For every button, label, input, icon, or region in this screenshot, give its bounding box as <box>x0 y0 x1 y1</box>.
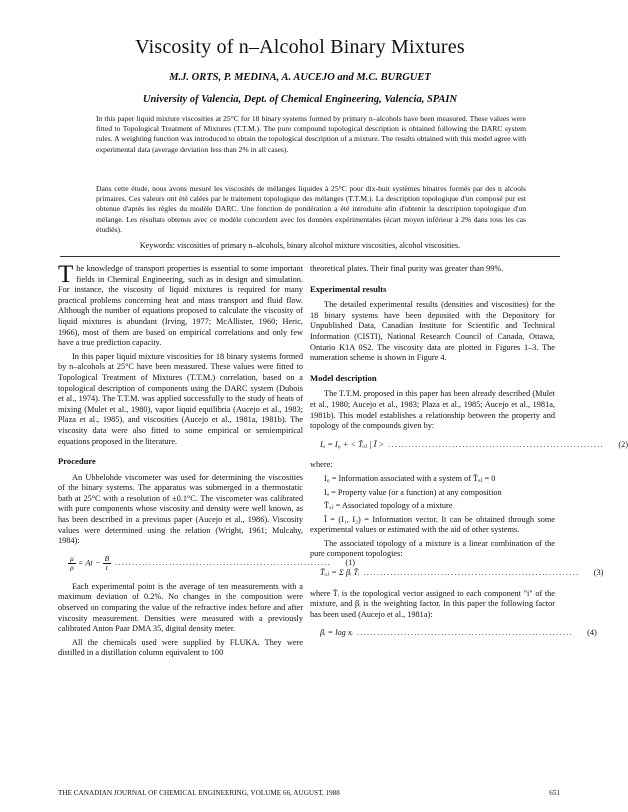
equation-4 <box>310 628 597 639</box>
equation-4-expression: βᵢ = log xᵢ <box>320 628 353 638</box>
equation-1-middle: = At − <box>77 558 101 568</box>
definition-info-vector: Ī = (I₁, I₂) = Information vector. It can be obtained through some experimental values or estimated with the aid of other systems. <box>310 514 555 535</box>
right-column <box>310 264 628 649</box>
affiliation: University of Valencia, Dept. of Chemical Engineering, Valencia, SPAIN <box>142 94 458 105</box>
model-paragraph-3: where T̄ᵢ is the topological vector assigned to each component "i" of the mixture, and βᵢ is the weighting factor. In this paper the following factor has been used (Aucejo et al., 1981a): <box>310 588 555 619</box>
equation-1-number: (1) <box>345 558 356 568</box>
equation-1-leader-dots: ................................................................ <box>115 558 332 568</box>
definition-taj: T̄ₐⱼ = Associated topology of a mixture <box>324 501 453 511</box>
section-divider <box>60 256 560 257</box>
intro-paragraph-1 <box>58 261 303 349</box>
definition-ia: Iₐ = Property value (or a function) at any composition <box>324 487 502 497</box>
equation-3-expression: T̄ₐⱼ = Σ βᵢ T̄ᵢ <box>320 568 360 578</box>
procedure-heading: Procedure <box>58 456 96 467</box>
author-list: M.J. ORTS, P. MEDINA, A. AUCEJO and M.C. BURGUET <box>169 72 431 83</box>
equation-1 <box>58 553 356 572</box>
equation-2 <box>310 439 628 451</box>
intro-text-1: he knowledge of transport properties is essential to some important fields in Chemical Engineering, such as in design and simulation. For instance, the viscosity of liquid mixtures is required for many practical problems concerning heat and mass transport and fluid flow. Although the number of equations proposed to calculate the viscosity of liquid mixtures is abundant (Irving, 1977; McAllister, 1960; Heric, 1966), most of them are based on empirical correlations and only few have a true prediction capacity. <box>58 264 303 348</box>
drop-cap: T <box>58 261 74 288</box>
equation-2-expression: Iₐ = I₀ + < T̄ₐⱼ | Ī > <box>320 439 385 449</box>
model-paragraph-1: The T.T.M. proposed in this paper has been already described (Mulet et al., 1980; Aucejo et al., 1983; Plaza et al., 1985; Aucejo et al., 1981a, 1981b). This model establishes a relationship between the property and topology of the compounds given by: <box>310 389 555 431</box>
equation-2-leader-dots: ................................................................ <box>388 439 605 449</box>
keywords: Keywords: viscosities of primary n–alcohols, binary alcohol mixture viscosities, alcohol viscosities. <box>139 241 461 250</box>
procedure-paragraph-2: Each experimental point is the average of ten measurements with a maximum deviation of 0.2%. No changes in the composition were observed on comparing the value of the refractive index before and after viscosity measurement. Densities were measured with a previously calibrated Anton Paar DMA 35, digital density meter. <box>58 581 303 634</box>
abstract-french: Dans cette étude, nous avons mesuré les viscosités de mélanges liquides à 25°C pour dix-huit systèmes binaires formés par des n alcools primaires. Ces valeurs ont été calées par le traitement topologique des mélanges (T.T.M.). La description topologique d'un composé pur est obtenue d'après les règles du modèle DARC. Une fonction de pondération a été introduite afin d'obtenir la description topologique d'un mélange. Les résultats obtenus avec ce modèle concordent avec les données expérimentales (écart moyen inférieur à 2% dans tous les cas étudiés). <box>96 184 526 234</box>
equation-1-lhs-numerator: μ <box>70 553 74 563</box>
equation-1-expression <box>58 555 111 572</box>
page-number: 651 <box>549 789 560 797</box>
continuation-paragraph: theoretical plates. Their final purity was greater than 99%. <box>310 264 504 273</box>
equation-1-rhs-fraction <box>103 555 112 572</box>
equation-4-leader-dots: ................................................................ <box>356 628 573 638</box>
results-paragraph: The detailed experimental results (densities and viscosities) for the 18 binary systems have been deposited with the Depository for Unpublished Data, Canadian Institute for Scientific and Technical Information (CISTI), National Research Council of Canada, Ottawa, Ontario K1A 0S2. The viscosity data are plotted in Figures 1–3. The numeration scheme is shown in Figure 4. <box>310 300 555 363</box>
definition-i0: I₀ = Information associated with a system of T̄ₐⱼ = 0 <box>324 473 496 483</box>
model-paragraph-2: The associated topology of a mixture is a linear combination of the pure component topologies: <box>310 538 555 559</box>
equation-1-rhs-numerator: B <box>104 553 110 563</box>
equation-3-leader-dots: ................................................................ <box>363 568 580 578</box>
abstract-english: In this paper liquid mixture viscosities at 25°C for 18 binary systems formed by primary n–alcohols have been measured. These values were fitted to Topological Treatment of Mixtures (T.T.M.). The pure compound topological description is obtained following the DARC system rules. A weighting function was introduced to obtain the topological description of a mixture. The results obtained with this model agree with experimental data (average deviation less than 2% in all cases). <box>96 114 526 154</box>
equation-1-rhs-denominator: t <box>105 562 108 572</box>
procedure-paragraph-3: All the chemicals used were supplied by FLUKA. They were distilled in a distillation column equivalent to 100 <box>58 637 303 658</box>
intro-paragraph-2: In this paper liquid mixture viscosities for 18 binary systems formed by n–alcohols at 25°C have been measured. These values were fitted to Topological Treatment of Mixtures (T.T.M.) correlation, based on a topological description of components using the DARC system (Dubois et al., 1974). The T.T.M. was applied successfully to the study of heats of mixing (Mulet et al., 1980), vapor liquid equilibria (Aucejo et al., 1983; Plaza et al., 1985), and viscosities (Aucejo et al., 1981a, 1981b). The viscosity data were also fitted to some empirical or semiempirical equations proposed in the literature. <box>58 351 303 446</box>
equation-3-number: (3) <box>593 568 604 578</box>
model-heading: Model description <box>310 372 377 383</box>
equation-1-lhs-denominator: ρ <box>70 562 74 572</box>
equation-3 <box>310 568 604 579</box>
equation-2-number: (2) <box>618 439 628 449</box>
procedure-paragraph-1: An Ubbelohde viscometer was used for determining the viscosities of the binary systems. The apparatus was submerged in a thermostatic bath at 25°C with a resolution of ±0.1°C. The viscometer was calibrated with pure components whose viscosity and density were well known, as has been described in a previous paper (Aucejo et al., 1986). Viscosity values were determined using the relation (Wright, 1961; Mulcahy, 1984): <box>58 472 303 546</box>
equation-4-number: (4) <box>587 628 597 638</box>
paper-title: Viscosity of n–Alcohol Binary Mixtures <box>135 36 465 58</box>
journal-footer: THE CANADIAN JOURNAL OF CHEMICAL ENGINEERING, VOLUME 66, AUGUST, 1988 <box>58 789 340 797</box>
results-heading: Experimental results <box>310 283 387 294</box>
equation-1-lhs-fraction <box>68 555 76 572</box>
where-label: where: <box>310 460 333 470</box>
